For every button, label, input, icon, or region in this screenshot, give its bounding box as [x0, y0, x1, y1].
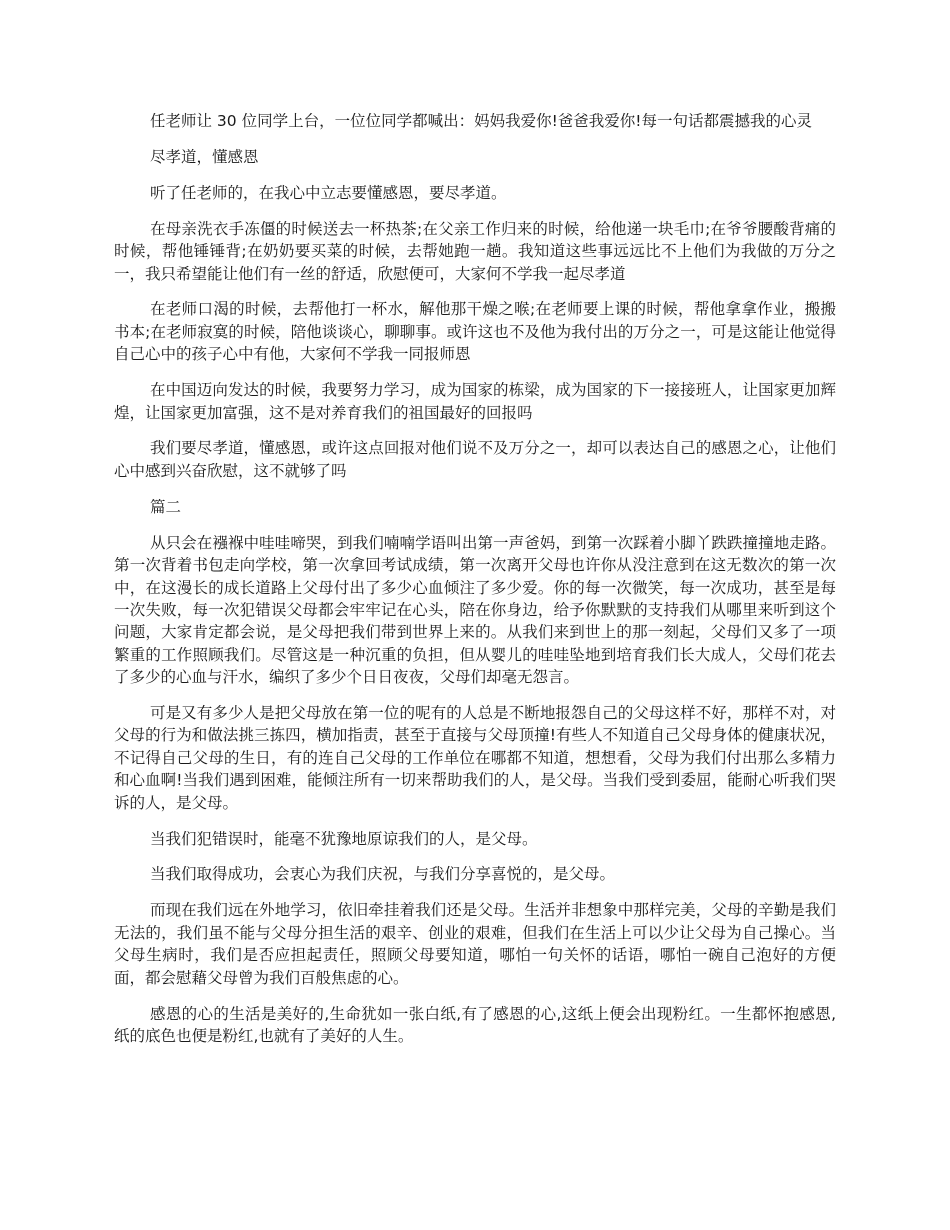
paragraph: 从只会在襁褓中哇哇啼哭，到我们喃喃学语叫出第一声爸妈，到第一次踩着小脚丫跌跌撞撞地走路。第一次背着书包走向学校，第一次拿回考试成绩，第一次离开父母也许你从没注意到在这无数次的第一次中，在这漫长的成长道路上父母付出了多少心血倾注了多少爱。你的每一次微笑，每一次成功，甚至是每一次失败，每一次犯错误父母都会牢牢记在心头，陪在你身边，给予你默默的支持我们从哪里来听到这个问题，大家肯定都会说，是父母把我们带到世界上来的。从我们来到世上的那一刻起，父母们又多了一项繁重的工作照顾我们。尽管这是一种沉重的负担，但从婴儿的哇哇坠地到培育我们长大成人，父母们花去了多少的心血与汗水，编织了多少个日日夜夜，父母们却毫无怨言。	[114, 533, 836, 687]
paragraph: 感恩的心的生活是美好的,生命犹如一张白纸,有了感恩的心,这纸上便会出现粉红。一生都怀抱感恩,纸的底色也便是粉红,也就有了美好的人生。	[114, 1004, 836, 1045]
paragraph: 当我们犯错误时，能毫不犹豫地原谅我们的人，是父母。	[150, 829, 538, 848]
paragraph: 而现在我们远在外地学习，依旧牵挂着我们还是父母。生活并非想象中那样完美，父母的辛勤是我们无法的，我们虽不能与父母分担生活的艰辛、创业的艰难，但我们在生活上可以少让父母为自己操心。当父母生病时，我们是否应担起责任，照顾父母要知道，哪怕一句关怀的话语，哪怕一碗自己泡好的方便面，都会慰藉父母曾为我们百般焦虑的心。	[114, 901, 836, 987]
document-body	[114, 110, 836, 1061]
paragraph: 当我们取得成功，会衷心为我们庆祝，与我们分享喜悦的，是父母。	[150, 865, 616, 884]
paragraph: 在中国迈向发达的时候，我要努力学习，成为国家的栋梁，成为国家的下一接接班人，让国家更加辉煌，让国家更加富强，这不是对养育我们的祖国最好的回报吗	[114, 381, 836, 422]
paragraph: 听了任老师的，在我心中立志要懂感恩，要尽孝道。	[150, 183, 507, 202]
paragraph: 在老师口渴的时候，去帮他打一杯水，解他那干燥之喉;在老师要上课的时候，帮他拿拿作业，搬搬书本;在老师寂寞的时候，陪他谈谈心，聊聊事。或许这也不及他为我付出的万分之一，可是这能让他觉得自己心中的孩子心中有他，大家何不学我一同报师恩	[114, 300, 836, 364]
paragraph: 在母亲洗衣手冻僵的时候送去一杯热茶;在父亲工作归来的时候，给他递一块毛巾;在爷爷腰酸背痛的时候，帮他锤锤背;在奶奶要买菜的时候，去帮她跑一趟。我知道这些事远远比不上他们为我做的万分之一，我只希望能让他们有一丝的舒适，欣慰便可，大家何不学我一起尽孝道	[114, 219, 836, 283]
paragraph: 我们要尽孝道，懂感恩，或许这点回报对他们说不及万分之一，却可以表达自己的感恩之心，让他们心中感到兴奋欣慰，这不就够了吗	[114, 439, 836, 480]
section-heading: 篇二	[150, 497, 182, 516]
section-heading: 尽孝道，懂感恩	[150, 147, 259, 166]
paragraph: 可是又有多少人是把父母放在第一位的呢有的人总是不断地报怨自己的父母这样不好，那样不对，对父母的行为和做法挑三拣四，横加指责，甚至于直接与父母顶撞!有些人不知道自己父母身体的健康状况，不记得自己父母的生日，有的连自己父母的工作单位在哪都不知道，想想看，父母为我们付出那么多精力和心血啊!当我们遇到困难，能倾注所有一切来帮助我们的人，是父母。当我们受到委屈，能耐心听我们哭诉的人，是父母。	[114, 704, 836, 812]
paragraph: 任老师让 30 位同学上台，一位位同学都喊出：妈妈我爱你!爸爸我爱你!每一句话都震撼我的心灵	[150, 112, 813, 130]
